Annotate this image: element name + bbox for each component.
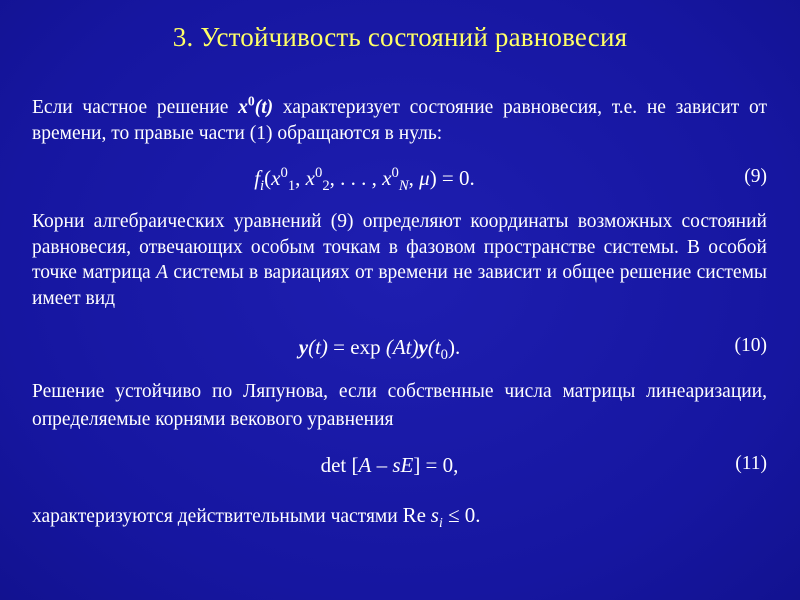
eq10-arg2-close: ). — [447, 335, 461, 359]
eq10-at: (At) — [385, 335, 419, 359]
re-operator: Re — [402, 503, 426, 527]
equation-11 — [32, 453, 767, 483]
paragraph-real-parts — [32, 503, 767, 530]
eq11-det: det [ — [320, 453, 359, 477]
eq10-y2: y — [418, 335, 428, 359]
eq9-x2-sub: 2 — [322, 178, 330, 195]
eq11-close: ] = 0, — [413, 453, 459, 477]
eigenvalue-s: s — [430, 503, 439, 527]
paragraph2-text-after: системы в вариациях от времени не зависит и общее решение системы имеет вид — [32, 262, 768, 309]
equation-9-expression — [32, 165, 767, 195]
eq11-a: A — [358, 453, 372, 477]
eq9-open: ( — [264, 166, 272, 190]
eq9-x1-sup: 0 — [280, 165, 288, 181]
equation-9 — [32, 166, 767, 196]
le-zero: ≤ 0. — [442, 503, 481, 527]
equation-10-number: (10) — [734, 335, 767, 356]
eq9-close: ) = 0. — [429, 166, 475, 190]
eq9-x2: x — [305, 166, 315, 190]
eq11-minus: – — [371, 453, 393, 477]
matrix-a: A — [156, 262, 168, 283]
eigenvalue-s-sub: i — [438, 514, 443, 530]
paragraph-roots — [32, 209, 767, 311]
eq9-x2-sup: 0 — [314, 165, 323, 181]
paragraph-equilibrium — [32, 95, 767, 146]
var-x-arg: (t) — [254, 97, 274, 118]
eq9-xn-sub: N — [398, 178, 409, 195]
equation-11-expression — [32, 453, 767, 478]
eq10-arg2-open: (t — [427, 335, 441, 359]
paragraph4-text: характеризуются действительными частями — [32, 506, 403, 527]
var-x-sup: 0 — [247, 93, 255, 109]
eq9-xn: x — [382, 166, 392, 190]
eq9-sep1: , — [295, 166, 306, 190]
paragraph1-text-before: Если частное решение — [32, 97, 239, 118]
eq9-xn-sup: 0 — [391, 165, 399, 181]
equation-10-expression — [32, 335, 767, 364]
eq9-dots: , . . . , — [329, 166, 383, 190]
eq9-x1-sub: 1 — [287, 178, 296, 195]
paragraph2-text-before: Корни алгебраических уравнений (9) определяют координаты возможных состояний равновесия, отвечающих особым точкам в фазовом пространстве системы. В особой точке матрица — [32, 211, 767, 283]
eq10-arg2-sub: 0 — [440, 347, 448, 364]
eq9-mu: μ — [419, 166, 430, 190]
eq9-sep2: , — [408, 166, 420, 190]
eq9-f-sub: i — [260, 178, 265, 195]
eq9-f: f — [254, 166, 261, 190]
paragraph1-text-after: характеризует состояние равновесия, т.е. не зависит от времени, то правые части (1) обращаются в нуль: — [32, 97, 767, 144]
paragraph-lyapunov: Решение устойчиво по Ляпунова, если собственные числа матрицы линеаризации, определяемые корнями векового уравнения — [32, 381, 767, 430]
eq10-arg1: (t) — [308, 335, 328, 359]
slide-title: 3. Устойчивость состояний равновесия — [172, 22, 628, 52]
var-x: x — [238, 97, 248, 118]
equation-10 — [32, 335, 767, 365]
equation-11-number: (11) — [735, 453, 767, 474]
eq11-se: sE — [392, 453, 414, 477]
equation-9-number: (9) — [744, 166, 767, 187]
eq9-x1: x — [271, 166, 281, 190]
eq10-mid: = exp — [327, 335, 386, 359]
eq10-y1: y — [298, 335, 309, 359]
